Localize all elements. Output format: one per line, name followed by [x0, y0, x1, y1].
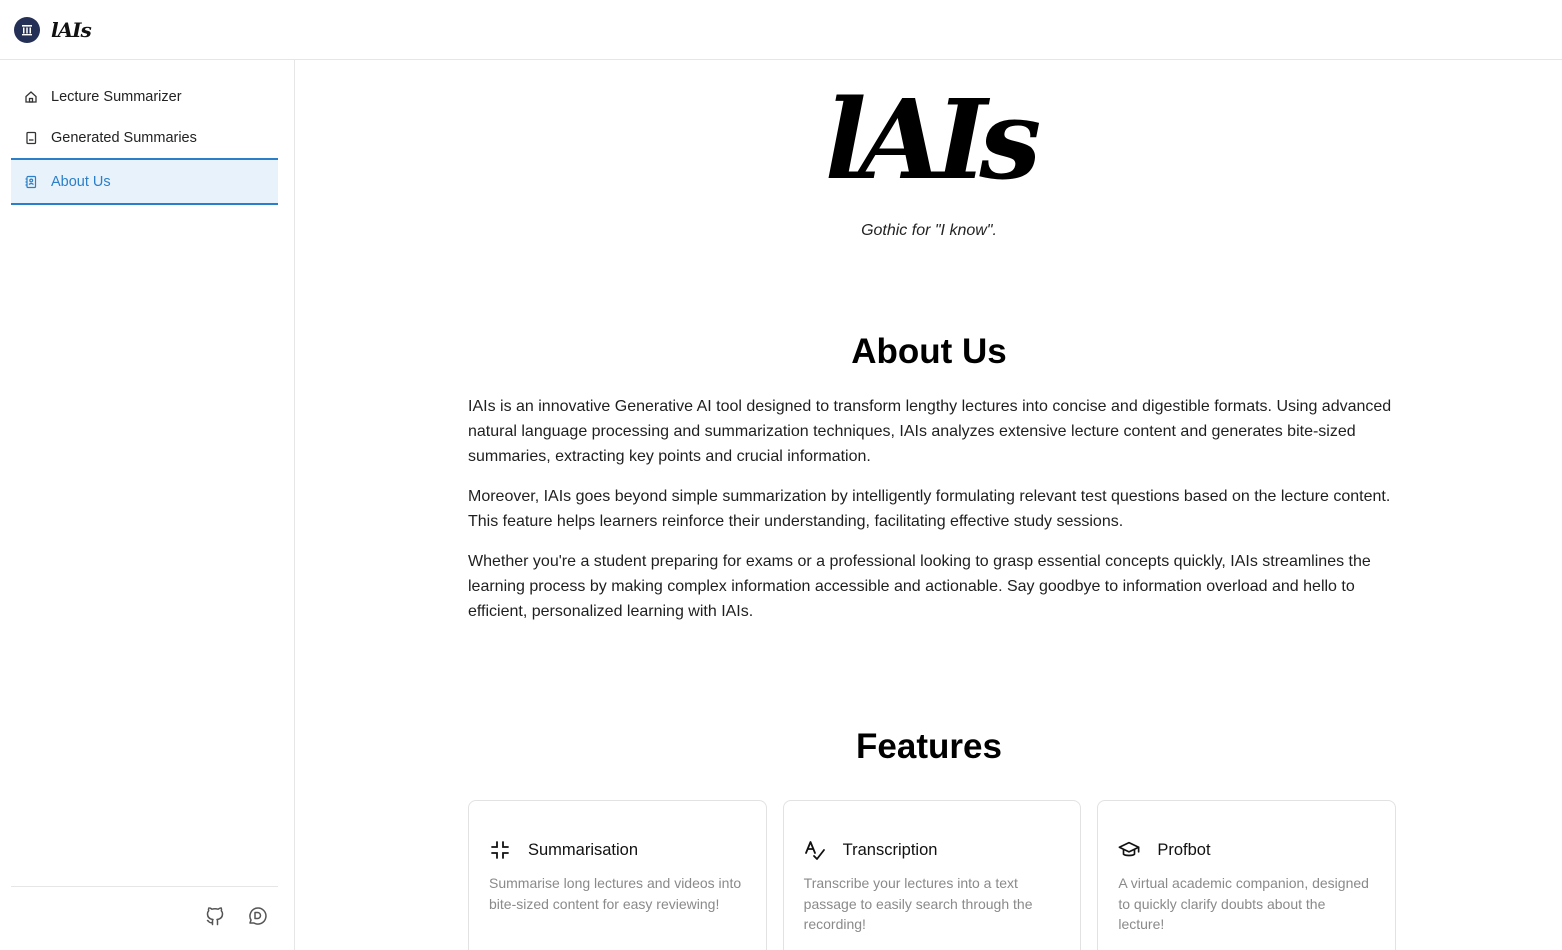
sidebar-footer	[11, 886, 278, 950]
sidebar-item-label: About Us	[51, 173, 111, 190]
github-icon[interactable]	[204, 905, 226, 927]
feature-card-profbot	[1097, 800, 1396, 950]
main-content	[296, 60, 1562, 950]
feature-description: A virtual academic companion, designed to quickly clarify doubts about the lecture!	[1118, 875, 1369, 932]
text-check-icon	[804, 839, 826, 861]
home-icon	[24, 90, 38, 104]
about-paragraph: IAIs is an innovative Generative AI tool designed to transform lengthy lectures into concise and digestible formats. Using advanced natural language processing and summarization techniques, IAIs analyzes extensive lecture content and generates bite-sized summaries, extracting key points and crucial information.	[468, 398, 1392, 465]
sidebar-item-label: Lecture Summarizer	[51, 88, 182, 105]
top-bar	[0, 0, 1562, 60]
feature-description: Summarise long lectures and videos into bite-sized content for easy reviewing!	[489, 875, 742, 912]
sidebar-item-label: Generated Summaries	[51, 129, 197, 146]
about-us-title: About Us	[851, 332, 1007, 371]
app-logo-text[interactable]: lAIs	[51, 17, 91, 42]
sidebar	[0, 60, 295, 950]
features-cards	[468, 800, 1396, 950]
sidebar-nav	[11, 76, 278, 205]
feature-title: Profbot	[1157, 840, 1211, 859]
feature-card-summarisation	[468, 800, 767, 950]
about-paragraph: Whether you're a student preparing for exams or a professional looking to grasp essential concepts quickly, IAIs streamlines the learning process by making complex information accessible and actionable. Say goodbye to information overload and hello to efficient, personalized learning with IAIs.	[468, 553, 1371, 620]
feature-title: Transcription	[842, 840, 938, 859]
book-icon	[24, 131, 38, 145]
about-us-body	[468, 394, 1398, 639]
graduation-cap-icon	[1118, 839, 1140, 861]
discord-icon[interactable]	[246, 905, 268, 927]
feature-description: Transcribe your lectures into a text passage to easily search through the recording!	[803, 875, 1033, 932]
sidebar-item-lecture-summarizer[interactable]	[11, 76, 278, 117]
hero-logo: lAIs	[824, 75, 1034, 204]
feature-title: Summarisation	[528, 840, 639, 859]
logo-badge-icon[interactable]	[14, 17, 40, 43]
minimize-icon	[489, 839, 511, 861]
feature-card-transcription	[783, 800, 1082, 950]
contact-book-icon	[24, 175, 38, 189]
tagline: Gothic for "I know".	[861, 222, 997, 239]
sidebar-item-generated-summaries[interactable]	[11, 117, 278, 158]
sidebar-item-about-us[interactable]	[11, 158, 278, 205]
about-paragraph: Moreover, IAIs goes beyond simple summarization by intelligently formulating relevant test questions based on the lecture content. This feature helps learners reinforce their understanding, facilitating effective study sessions.	[468, 488, 1391, 530]
features-title: Features	[856, 727, 1002, 766]
